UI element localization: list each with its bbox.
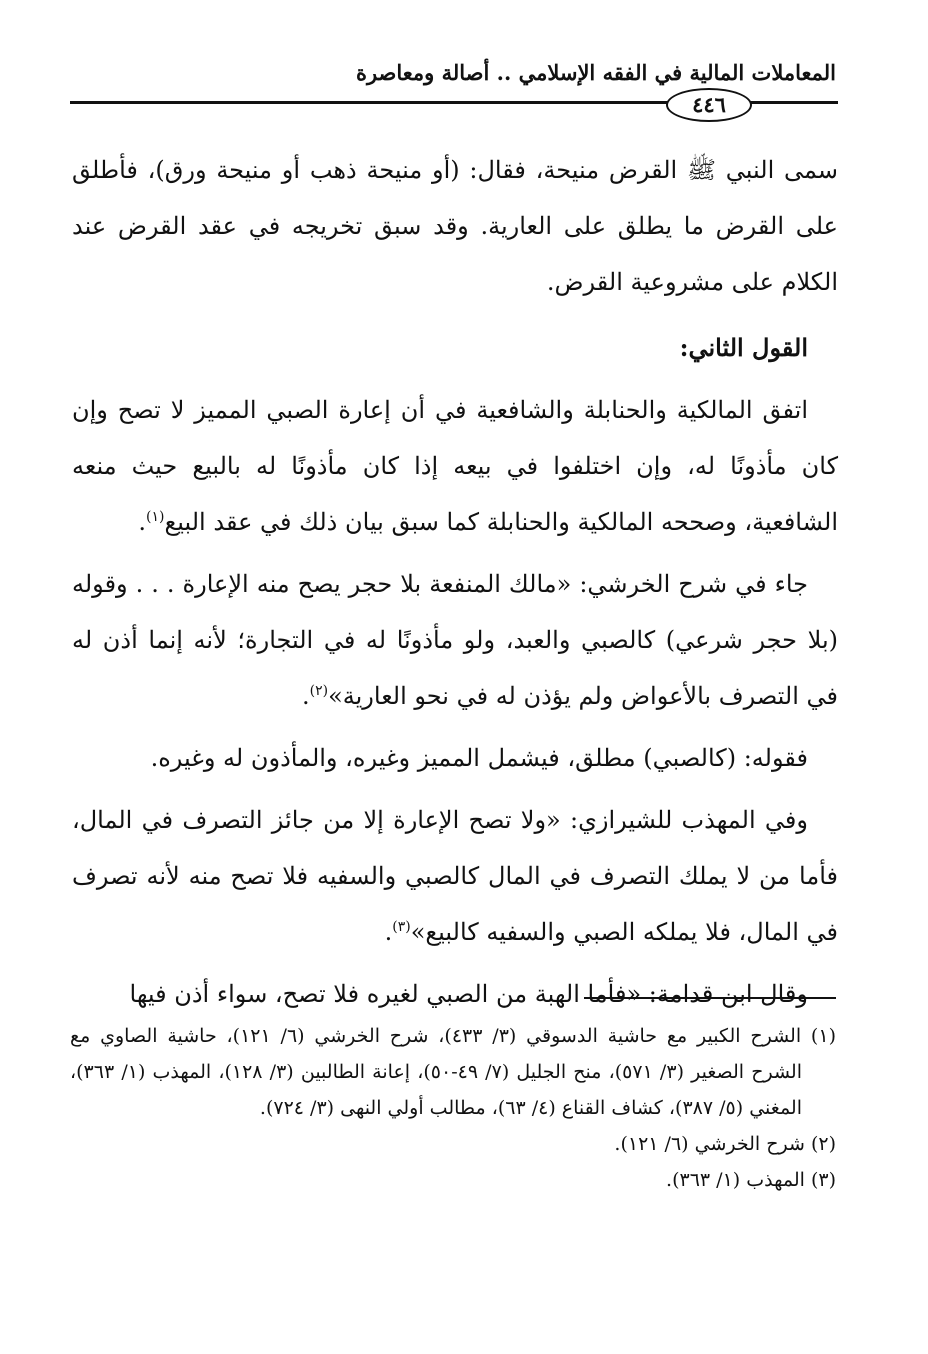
paragraph-3-text: جاء في شرح الخرشي: «مالك المنفعة بلا حجر يصح منه الإعارة . . . وقوله (بلا حجر شرعي) كالصبي والعبد، ولو مأذونًا له في التجارة؛ لأنه إنما أذن له في التصرف بالأعواض ولم يؤذن له في نحو العارية» [72,570,838,710]
paragraph-4: فقوله: (كالصبي) مطلق، فيشمل المميز وغيره، والمأذون له وغيره. [150,744,808,772]
footnote-ref-3[interactable]: (٣) [392,919,411,935]
paragraph-5-text: وفي المهذب للشيرازي: «ولا تصح الإعارة إلا من جائز التصرف في المال، فأما من لا يملك التصرف في المال كالصبي والسفيه فلا تصح منه لأنه تصرف في المال، فلا يملكه الصبي والسفيه كالبيع» [72,806,838,946]
section-heading: القول الثاني: [679,333,808,362]
footnote-ref-2[interactable]: (٢) [309,683,329,699]
footnote-1: (١) الشرح الكبير مع حاشية الدسوقي (٣/ ٤٣٣)، شرح الخرشي (٦/ ١٢١)، حاشية الصاوي مع الشرح الصغير (٣/ ٥٧١)، منح الجليل (٧/ ٤٩-٥٠)، إعانة الطالبين (٣/ ١٢٨)، المهذب (١/ ٣٦٣)، المغني (٥/ ٣٨٧)، كشاف القناع (٤/ ٦٣)، مطالب أولي النهى (٣/ ٧٢٤). [70,1025,836,1119]
footnote-divider [584,997,836,999]
paragraph-2-end: . [138,508,147,536]
paragraph-5 [72,792,838,960]
paragraph-2 [72,382,838,550]
page-number-badge: ٤٤٦ [666,88,752,122]
footnote-2: (٢) شرح الخرشي (٦/ ١٢١). [614,1133,836,1155]
paragraph-3 [72,556,838,724]
paragraph-2-text: اتفق المالكية والحنابلة والشافعية في أن إعارة الصبي المميز لا تصح وإن كان مأذونًا له، وإن اختلفوا في بيعه إذا كان مأذونًا له بالبيع حيث منعه الشافعية، وصححه المالكية والحنابلة كما سبق بيان ذلك في عقد البيع [72,396,838,536]
paragraph-3-end: . [301,682,310,710]
paragraph-6: وقال ابن قدامة: «فأما الهبة من الصبي لغيره فلا تصح، سواء أذن فيها [129,980,808,1008]
footnote-ref-1[interactable]: (١) [146,509,165,525]
paragraph-1: سمى النبي ﷺ القرض منيحة، فقال: (أو منيحة ذهب أو منيحة ورق)، فأطلق على القرض ما يطلق على العارية. وقد سبق تخريجه في عقد القرض عند الكلام على مشروعية القرض. [72,156,838,296]
footnote-3: (٣) المهذب (١/ ٣٦٣). [666,1169,836,1191]
paragraph-5-end: . [384,918,393,946]
running-header-title: المعاملات المالية في الفقه الإسلامي .. أصالة ومعاصرة [355,60,836,85]
footnotes-section [70,1018,836,1198]
main-text [72,142,838,1022]
